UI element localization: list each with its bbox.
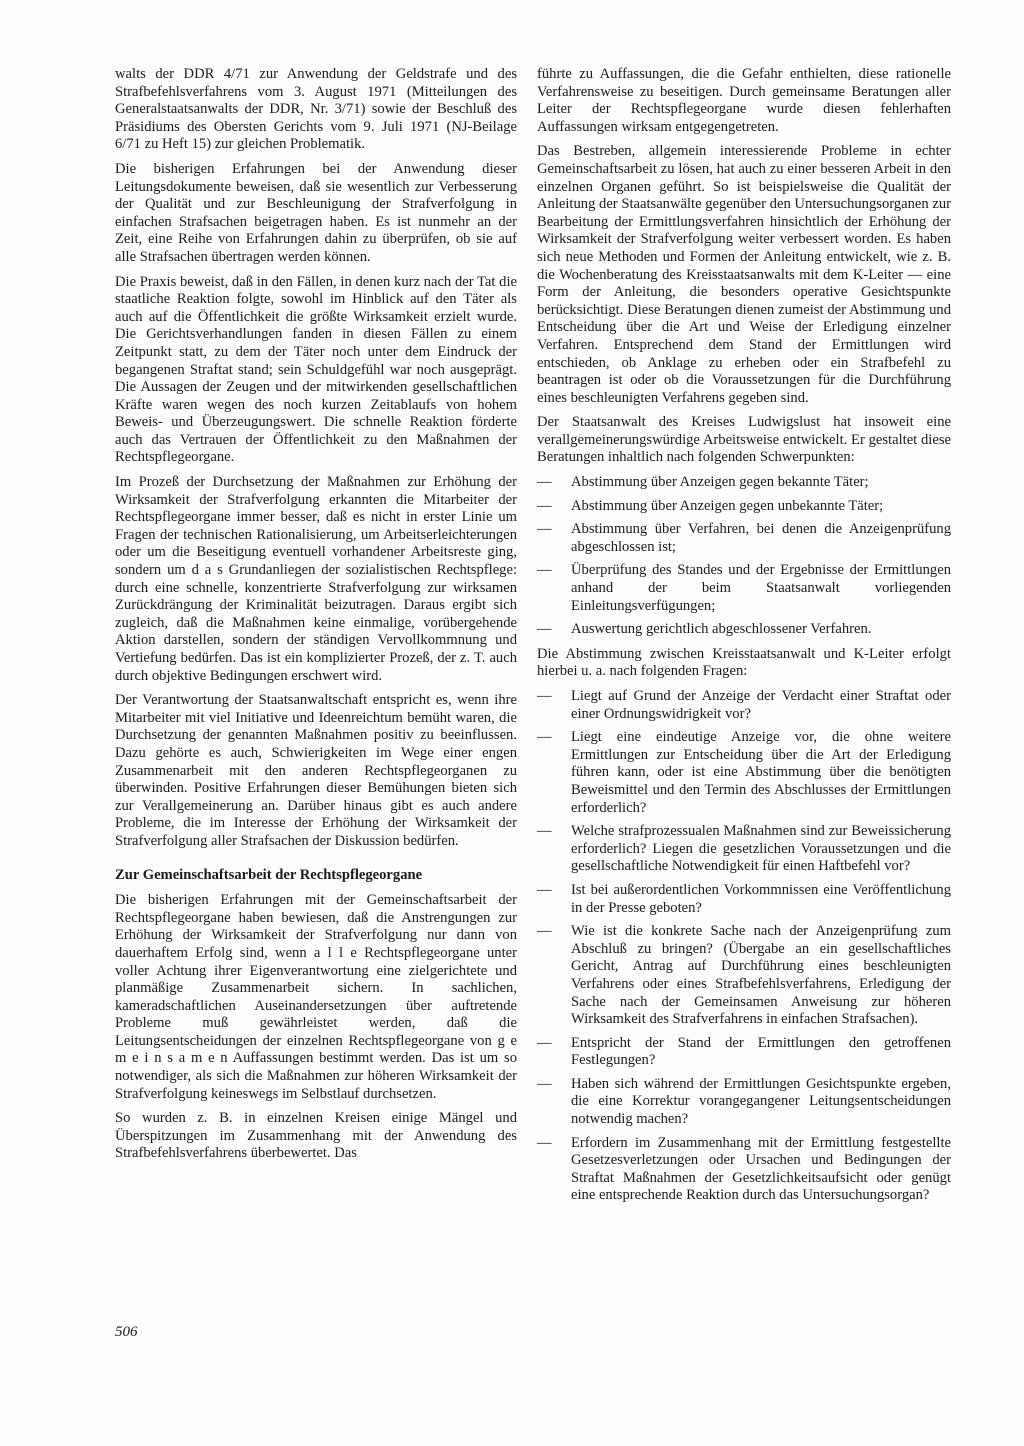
dash-marker: — — [537, 562, 552, 579]
dash-marker: — — [537, 881, 552, 898]
dash-marker: — — [537, 474, 552, 491]
list-item: — Abstimmung über Verfahren, bei denen die Anzeigenprüfung abgeschlossen ist; — [537, 521, 951, 555]
page-number: 506 — [115, 1324, 138, 1340]
paragraph: Der Verantwortung der Staatsanwaltschaft entspricht es, wenn ihre Mitarbeiter mit viel Initiative und Ideenreichtum bemüht waren, die Durchsetzung der genannten Maßnahmen positiv zu beeinflussen. Dazu gehörte es auch, Schwierigkeiten im Wege einer engen Zusammenarbeit mit den anderen Rechtspflegeorganen zu überwinden. Positive Erfahrungen dieser Bemühungen bieten sich zur Verallgemeinerung an. Darüber hinaus gibt es auch andere Probleme, die im Interesse der Erhöhung der Wirksamkeit der Strafverfolgung aller Strafsachen der Diskussion bedürfen. — [115, 692, 517, 849]
dash-marker: — — [537, 688, 552, 704]
paragraph: Die Praxis beweist, daß in den Fällen, in denen kurz nach der Tat die staatliche Reaktion folgte, sowohl im Hinblick auf den Täter als auch auf die Öffentlichkeit die größte Wirksamkeit erzielt wurde. Die Gerichtsverhandlungen fanden in diesen Fällen zu einem Zeitpunkt statt, zu dem der Täter noch unter dem Eindruck der begangenen Straftat stand; sein Schuldgefühl war noch ausgeprägt. Die Aussagen der Zeugen und der mitwirkenden gesellschaftlichen Kräfte waren wegen des noch kurzen Zeitablaufs von hohem Beweis- und Überzeugungswert. Die schnelle Reaktion förderte auch das Vertrauen der Öffentlichkeit zu den Maßnahmen der Rechtspflegeorgane. — [115, 273, 517, 466]
list-item: — Erfordern im Zusammenhang mit der Ermittlung festgestellte Gesetzesverletzungen oder Ursachen und Bedingungen der Straftat Maßnahmen der Gesetzlichkeitsaufsicht oder genügt eine entsprechende Reaktion durch das Untersuchungsorgan? — [537, 1134, 951, 1204]
left-column — [115, 66, 517, 1170]
dash-marker: — — [537, 1075, 552, 1092]
paragraph: So wurden z. B. in einzelnen Kreisen einige Mängel und Überspitzungen im Zusammenhang mit der Anwendung des Strafbefehlsverfahrens überbewertet. Das — [115, 1110, 517, 1162]
list-item: — Auswertung gerichtlich abgeschlossener Verfahren. — [537, 621, 872, 638]
list-item: — Liegt eine eindeutige Anzeige vor, die ohne weitere Ermittlungen zur Entscheidung über die Art der Erledigung führen kann, oder ist eine Abstimmung über die benötigten Beweismittel und den Termin des Abschlusses der Ermittlungen erforderlich? — [537, 729, 951, 816]
dash-marker: — — [537, 497, 552, 514]
dash-marker: — — [537, 729, 552, 746]
dash-marker: — — [537, 1134, 552, 1151]
list-item: — Wie ist die konkrete Sache nach der Anzeigenprüfung zum Abschluß zu bringen? (Übergabe an ein gesellschaftliches Gericht, Antrag auf Durchführung eines beschleunigten Verfahrens oder eines Strafbefehlsverfahrens, Erledigung der Sache nach der Gemeinsamen Anweisung zur höheren Wirksamkeit des Strafverfahrens in einfachen Strafsachen). — [537, 923, 951, 1028]
paragraph: Das Bestreben, allgemein interessierende Probleme in echter Gemeinschaftsarbeit zu lösen, hat auch zu einer besseren Arbeit in den einzelnen Organen geführt. So ist beispielsweise die Qualität der Anleitung der Staatsanwälte gegenüber den Untersuchungsorganen zur Bearbeitung der Ermittlungsverfahren hinsichtlich der Erhöhung der Wirksamkeit der Strafverfolgung weiter verbessert worden. Es haben sich neue Methoden und Formen der Anleitung entwickelt, wie z. B. die Wochenberatung des Kreisstaatsanwalts mit dem K-Leiter — eine Form der Anleitung, die besonders operative Gesichtspunkte berücksichtigt. Diese Beratungen dienen zumeist der Abstimmung und Entscheidung über die Art und Weise der Erledigung einzelner Verfahren. Entsprechend dem Stand der Ermittlungen wird entschieden, ob Anklage zu erheben oder ein Strafbefehl zu beantragen ist oder ob die Voraussetzungen für die Durchführung eines beschleunigten Verfahrens gegeben sind. — [537, 143, 951, 406]
paragraph: Der Staatsanwalt des Kreises Ludwigslust hat insoweit eine verallgemeinerungswürdige Arbeitsweise entwickelt. Er gestaltet diese Beratungen inhaltlich nach folgenden Schwerpunkten: — [537, 414, 951, 466]
dash-marker: — — [537, 823, 552, 840]
dash-marker: — — [537, 621, 552, 638]
list-item: — Ist bei außerordentlichen Vorkommnissen eine Veröffentlichung in der Presse geboten? — [537, 881, 951, 916]
list-item: — Entspricht der Stand der Ermittlungen den getroffenen Festlegungen? — [537, 1034, 951, 1069]
list-item: — Abstimmung über Anzeigen gegen bekannte Täter; — [537, 474, 869, 491]
paragraph: walts der DDR 4/71 zur Anwendung der Geldstrafe und des Strafbefehlsverfahrens vom 3. August 1971 (Mitteilungen des Generalstaatsanwalts der DDR, Nr. 3/71) sowie der Beschluß des Präsidiums des Obersten Gerichts vom 9. Juli 1971 (NJ-Beilage 6/71 zu Heft 15) zur gleichen Problematik. — [115, 66, 517, 153]
focus-topics-list — [537, 474, 951, 639]
list-item: — Überprüfung des Standes und der Ergebnisse der Ermittlungen anhand der beim Staatsanwalt vorliegenden Einleitungsverfügungen; — [537, 562, 951, 614]
questions-list — [537, 688, 951, 1205]
section-heading: Zur Gemeinschaftsarbeit der Rechtspflegeorgane — [115, 866, 423, 883]
dash-marker: — — [537, 521, 552, 538]
list-item: — Liegt auf Grund der Anzeige der Verdacht einer Straftat oder einer Ordnungswidrigkeit vor? — [537, 688, 951, 722]
dash-marker: — — [537, 923, 552, 940]
paragraph: Die Abstimmung zwischen Kreisstaatsanwalt und K-Leiter erfolgt hierbei u. a. nach folgenden Fragen: — [537, 645, 951, 680]
paragraph: Im Prozeß der Durchsetzung der Maßnahmen zur Erhöhung der Wirksamkeit der Strafverfolgung erkannten die Mitarbeiter der Rechtspflegeorgane immer besser, daß es nicht in erster Linie um Fragen der technischen Rationalisierung, um Arbeitserleichterungen oder um die Beseitigung eventuell vorhandener Arbeitsreste ging, sondern um d a s Grundanliegen der sozialistischen Rechtspflege: durch eine schnelle, konzentrierte Strafverfolgung zur wirksamen Zurückdrängung der Kriminalität beizutragen. Daraus ergibt sich zugleich, daß die Maßnahmen keine einmalige, vorübergehende Aktion darstellen, sondern der ständigen Vervollkommnung und Vertiefung bedürfen. Das ist ein komplizierter Prozeß, der z. T. auch durch objektive Bedingungen erschwert wird. — [115, 474, 517, 684]
paragraph: Die bisherigen Erfahrungen mit der Gemeinschaftsarbeit der Rechtspflegeorgane haben bewiesen, daß die Anstrengungen zur Erhöhung der Wirksamkeit der Strafverfolgung nur dann von dauerhaftem Erfolg sind, wenn a l l e Rechtspflegeorgane unter voller Achtung ihrer Eigenverantwortung eine zielgerichtete und planmäßige Zusammenarbeit sichern. In sachlichen, kameradschaftlichen Auseinandersetzungen über auftretende Probleme muß gewährleistet werden, daß die Leitungsentscheidungen der einzelnen Rechtspflegeorgane von g e m e i n s a m e n Auffassungen bestimmt werden. Das ist um so notwendiger, als sich die Maßnahmen zur höheren Wirksamkeit der Strafverfolgung keineswegs im Selbstlauf durchsetzen. — [115, 892, 517, 1102]
list-item: — Abstimmung über Anzeigen gegen unbekannte Täter; — [537, 497, 884, 514]
list-item: — Haben sich während der Ermittlungen Gesichtspunkte ergeben, die eine Korrektur vorangegangener Leitungsentscheidungen notwendig machen? — [537, 1075, 951, 1128]
list-item: — Welche strafprozessualen Maßnahmen sind zur Beweissicherung erforderlich? Liegen die gesetzlichen Voraussetzungen und die gesellschaftliche Notwendigkeit für einen Haftbefehl vor? — [537, 823, 951, 875]
right-column — [537, 66, 951, 1212]
dash-marker: — — [537, 1034, 552, 1051]
paragraph: Die bisherigen Erfahrungen bei der Anwendung dieser Leitungsdokumente beweisen, daß sie wesentlich zur Verbesserung der Qualität und zur Beschleunigung der Strafverfolgung in einfachen Strafsachen beigetragen haben. Es ist nunmehr an der Zeit, eine Reihe von Erfahrungen dahin zu überprüfen, ob sie auf alle Strafsachen übertragen werden können. — [115, 160, 517, 265]
paragraph: führte zu Auffassungen, die die Gefahr enthielten, diese rationelle Verfahrensweise zu beseitigen. Durch gemeinsame Beratungen aller Leiter der Rechtspflegeorgane wurde diesen fehlerhaften Auffassungen wirksam entgegengetreten. — [537, 66, 951, 135]
